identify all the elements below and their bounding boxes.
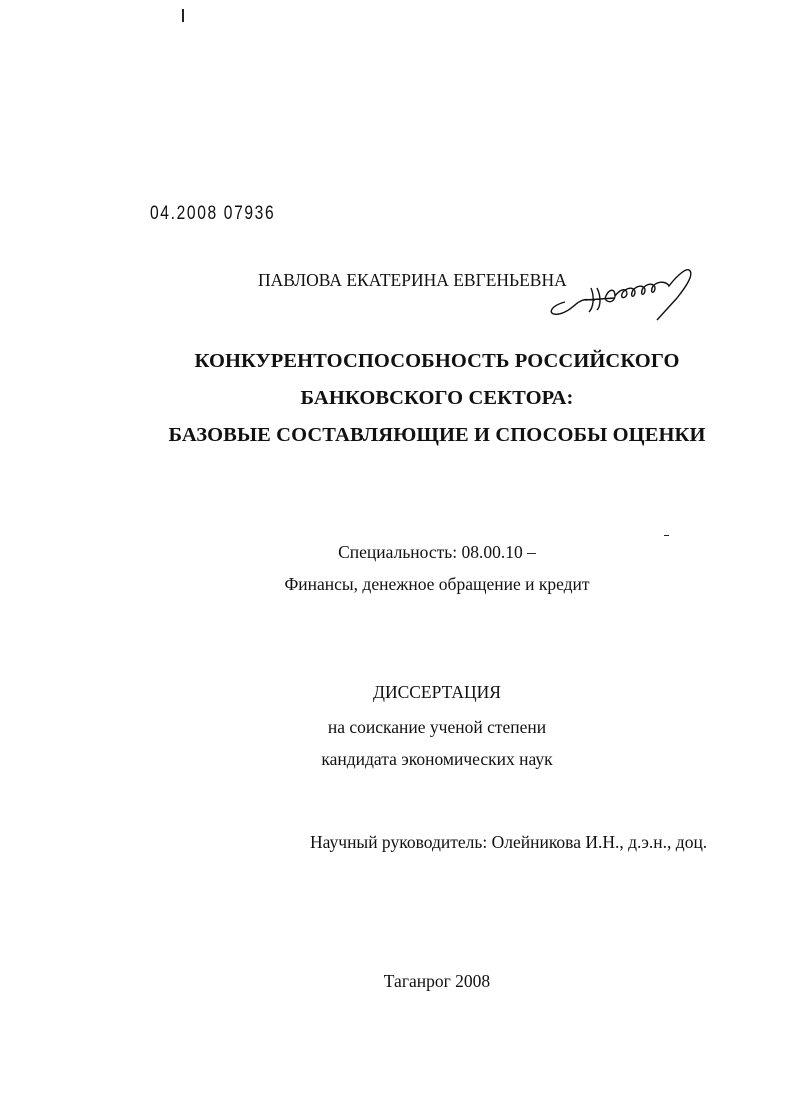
registration-stamp-number: 04.2008 07936 bbox=[150, 203, 276, 224]
title-line-2: БАНКОВСКОГО СЕКТОРА: bbox=[300, 387, 574, 409]
title-line-3: БАЗОВЫЕ СОСТАВЛЯЮЩИЕ И СПОСОБЫ ОЦЕНКИ bbox=[168, 424, 706, 446]
author-name: ПАВЛОВА ЕКАТЕРИНА ЕВГЕНЬЕВНА bbox=[258, 270, 567, 290]
specialty-code: Специальность: 08.00.10 – bbox=[338, 542, 536, 562]
author-signature bbox=[545, 258, 705, 324]
supervisor: Научный руководитель: Олейникова И.Н., д.э.н., доц. bbox=[310, 832, 708, 852]
scan-mark bbox=[182, 9, 184, 22]
degree-line-1: на соискание ученой степени bbox=[327, 717, 547, 737]
degree-line-2: кандидата экономических наук bbox=[321, 749, 553, 769]
city-year: Таганрог 2008 bbox=[383, 971, 491, 991]
scan-mark bbox=[664, 535, 669, 536]
title-line-1: КОНКУРЕНТОСПОСОБНОСТЬ РОССИЙСКОГО bbox=[194, 350, 680, 372]
specialty-name: Финансы, денежное обращение и кредит bbox=[284, 574, 590, 594]
work-type-title: ДИССЕРТАЦИЯ bbox=[373, 682, 501, 702]
